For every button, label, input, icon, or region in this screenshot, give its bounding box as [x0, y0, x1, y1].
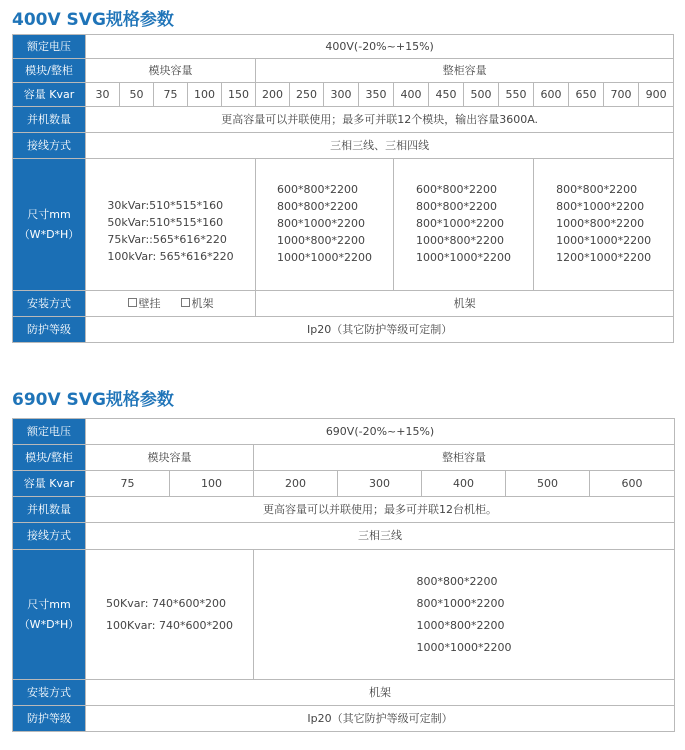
title-400v: 400V SVG规格参数 — [12, 10, 174, 30]
install-module-cell — [86, 291, 256, 317]
capacity-cell: 200 — [254, 471, 338, 497]
capacity-cell: 300 — [324, 83, 359, 107]
capacity-label: 容量 Kvar — [13, 471, 86, 497]
capacity-cell: 400 — [394, 83, 429, 107]
size-cabinet-cell-2 — [394, 159, 534, 291]
protection-label: 防护等级 — [13, 706, 86, 732]
title-690v: 690V SVG规格参数 — [12, 390, 174, 410]
wiring-label: 接线方式 — [13, 133, 86, 159]
size-cabinet-cell-3 — [534, 159, 674, 291]
wiring-value: 三相三线 — [86, 523, 675, 550]
capacity-cell: 75 — [154, 83, 188, 107]
checkbox-icon — [181, 298, 190, 307]
module-cabinet-label: 模块/整柜 — [13, 445, 86, 471]
install-value: 机架 — [86, 680, 675, 706]
capacity-cell: 30 — [86, 83, 120, 107]
capacity-cell: 100 — [188, 83, 222, 107]
capacity-cell: 300 — [338, 471, 422, 497]
capacity-cell: 500 — [506, 471, 590, 497]
size-module-cell — [86, 159, 256, 291]
capacity-cell: 600 — [534, 83, 569, 107]
rated-voltage-label: 额定电压 — [13, 419, 86, 445]
capacity-cell: 50 — [120, 83, 154, 107]
parallel-value: 更高容量可以并联使用；最多可并联12个模块，输出容量3600A. — [86, 107, 674, 133]
capacity-cell: 150 — [222, 83, 256, 107]
size-label-line2: （W*D*H） — [18, 227, 80, 241]
size-label — [13, 550, 86, 680]
module-capacity-header: 模块容量 — [86, 59, 256, 83]
capacity-cell: 400 — [422, 471, 506, 497]
capacity-cell: 100 — [170, 471, 254, 497]
install-option-rack — [181, 297, 214, 310]
capacity-cell: 600 — [590, 471, 675, 497]
size-cabinet-list: 800*800*2200 800*1000*2200 1000*800*2200 1000*1000*2200 — [416, 574, 512, 654]
checkbox-icon — [128, 298, 137, 307]
capacity-cell: 900 — [639, 83, 674, 107]
size-cabinet-list-2: 600*800*2200 800*800*2200 800*1000*2200 1000*800*2200 1000*1000*2200 — [416, 183, 511, 264]
size-label-line1: 尺寸mm — [27, 207, 71, 221]
spec-table-690v — [12, 418, 675, 732]
size-label-line2: （W*D*H） — [18, 617, 80, 631]
capacity-cell: 200 — [256, 83, 290, 107]
install-rack-label: 机架 — [191, 296, 214, 310]
size-module-list: 50Kvar: 740*600*200 100Kvar: 740*600*200 — [106, 596, 233, 632]
protection-value: Ip20（其它防护等级可定制） — [86, 317, 674, 343]
size-module-cell — [86, 550, 254, 680]
rated-voltage-value: 400V(-20%~+15%) — [86, 35, 674, 59]
protection-value: Ip20（其它防护等级可定制） — [86, 706, 675, 732]
size-cabinet-list-3: 800*800*2200 800*1000*2200 1000*800*2200 1000*1000*2200 1200*1000*2200 — [556, 183, 652, 264]
parallel-value: 更高容量可以并联使用；最多可并联12台机柜。 — [86, 497, 675, 523]
parallel-label: 并机数量 — [13, 107, 86, 133]
rated-voltage-label: 额定电压 — [13, 35, 86, 59]
install-cabinet-value: 机架 — [256, 291, 674, 317]
protection-label: 防护等级 — [13, 317, 86, 343]
wiring-label: 接线方式 — [13, 523, 86, 550]
size-cabinet-cell — [254, 550, 675, 680]
spec-table-400v — [12, 34, 674, 343]
install-label: 安装方式 — [13, 680, 86, 706]
capacity-cell: 700 — [604, 83, 639, 107]
capacity-cell: 550 — [499, 83, 534, 107]
size-label — [13, 159, 86, 291]
capacity-cell: 350 — [359, 83, 394, 107]
cabinet-capacity-header: 整柜容量 — [256, 59, 674, 83]
install-label: 安装方式 — [13, 291, 86, 317]
capacity-cell: 500 — [464, 83, 499, 107]
module-capacity-header: 模块容量 — [86, 445, 254, 471]
parallel-label: 并机数量 — [13, 497, 86, 523]
module-cabinet-label: 模块/整柜 — [13, 59, 86, 83]
size-cabinet-cell-1 — [256, 159, 394, 291]
size-cabinet-list-1: 600*800*2200 800*800*2200 800*1000*2200 1000*800*2200 1000*1000*2200 — [277, 183, 372, 264]
cabinet-capacity-header: 整柜容量 — [254, 445, 675, 471]
wiring-value: 三相三线、三相四线 — [86, 133, 674, 159]
size-label-line1: 尺寸mm — [27, 597, 71, 611]
install-wall-label: 壁挂 — [138, 296, 161, 310]
size-module-list: 30kVar:510*515*160 50kVar:510*515*160 75kVar::565*616*220 100kVar: 565*616*220 — [107, 198, 234, 263]
capacity-cell: 450 — [429, 83, 464, 107]
rated-voltage-value: 690V(-20%~+15%) — [86, 419, 675, 445]
capacity-label: 容量 Kvar — [13, 83, 86, 107]
capacity-cell: 250 — [290, 83, 324, 107]
capacity-cell: 650 — [569, 83, 604, 107]
install-option-wall — [128, 297, 161, 310]
capacity-cell: 75 — [86, 471, 170, 497]
